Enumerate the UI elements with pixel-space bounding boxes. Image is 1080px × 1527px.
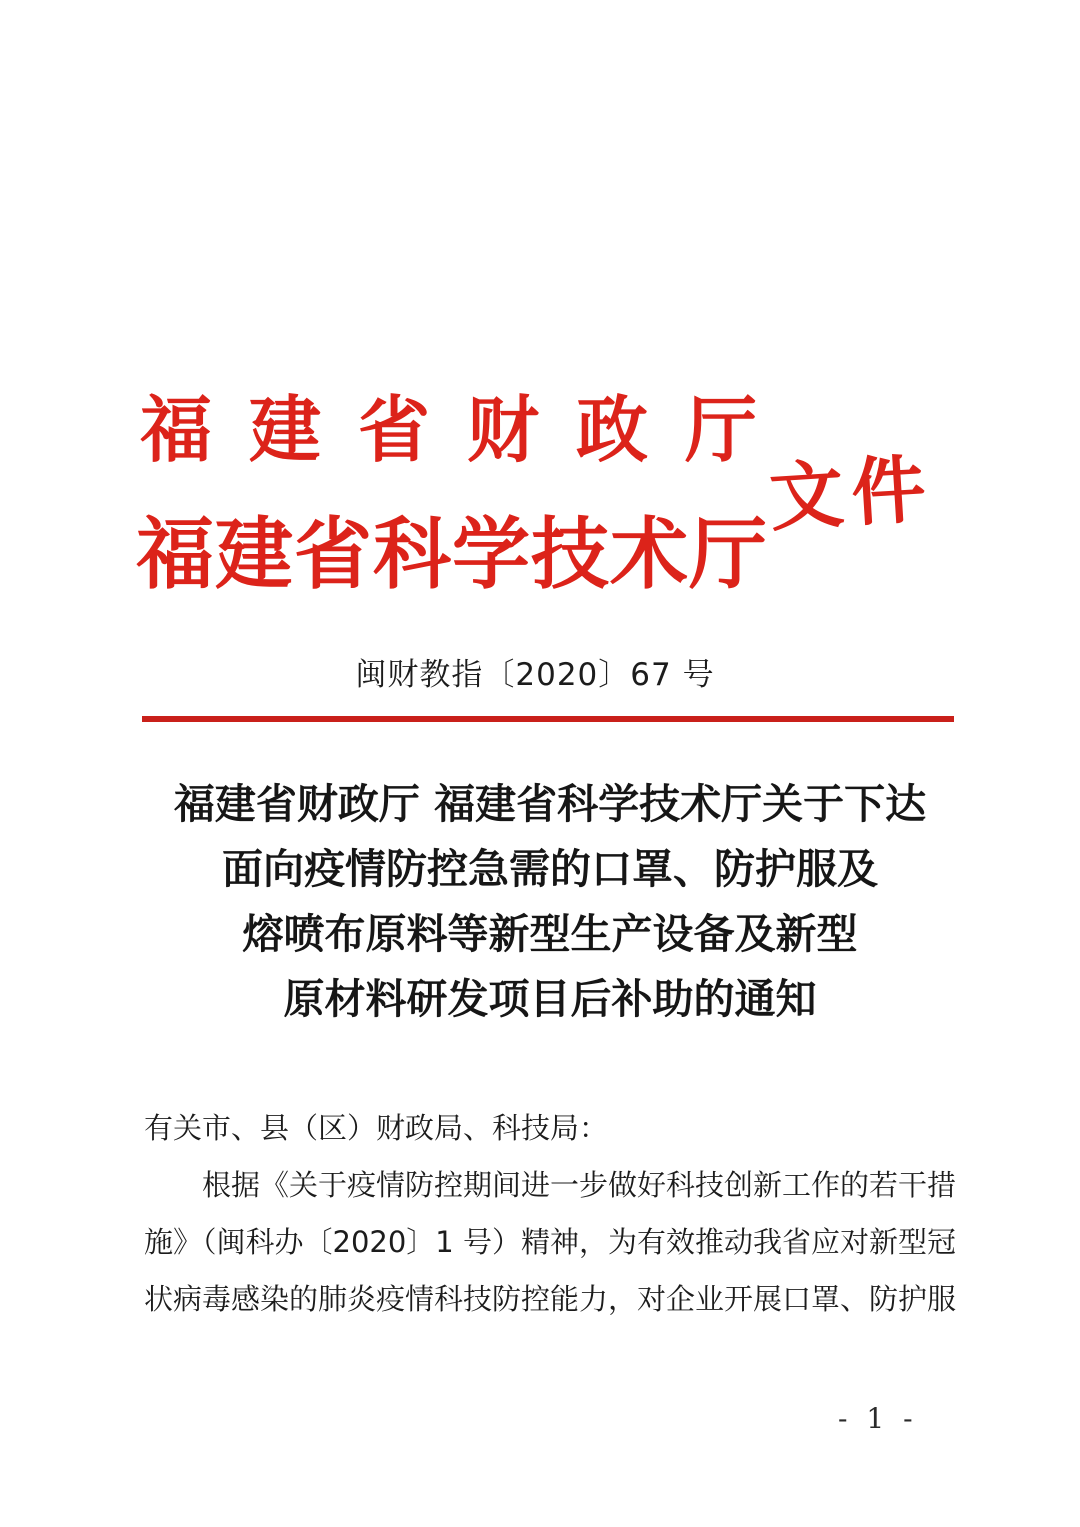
doc-type-label: 文件 bbox=[767, 446, 937, 542]
salutation: 有关市、县（区）财政局、科技局： bbox=[144, 1111, 609, 1145]
paragraph-line-2: 施》（闽科办〔2020〕1 号）精神，为有效推动我省应对新型冠 bbox=[144, 1225, 956, 1259]
red-separator-rule bbox=[142, 716, 954, 722]
title-line-2: 面向疫情防控急需的口罩、防护服及 bbox=[222, 845, 878, 893]
paragraph-line-3: 状病毒感染的肺炎疫情科技防控能力，对企业开展口罩、防护服 bbox=[144, 1282, 957, 1316]
document-title bbox=[10, 772, 1080, 1032]
agency-name-science-tech-dept: 福建省科学技术厅 bbox=[136, 510, 769, 600]
title-line-1: 福建省财政厅 福建省科学技术厅关于下达 bbox=[173, 780, 927, 828]
document-number: 闽财教指〔2020〕67 号 bbox=[355, 657, 715, 693]
agency-name-finance-dept: 福建省财政厅 bbox=[140, 388, 795, 472]
page-number: - 1 - bbox=[838, 1402, 918, 1435]
title-line-3: 熔喷布原料等新型生产设备及新型 bbox=[242, 910, 858, 958]
title-line-4: 原材料研发项目后补助的通知 bbox=[283, 975, 817, 1023]
document-body bbox=[144, 1100, 956, 1328]
paragraph-line-1: 根据《关于疫情防控期间进一步做好科技创新工作的若干措 bbox=[202, 1168, 957, 1202]
